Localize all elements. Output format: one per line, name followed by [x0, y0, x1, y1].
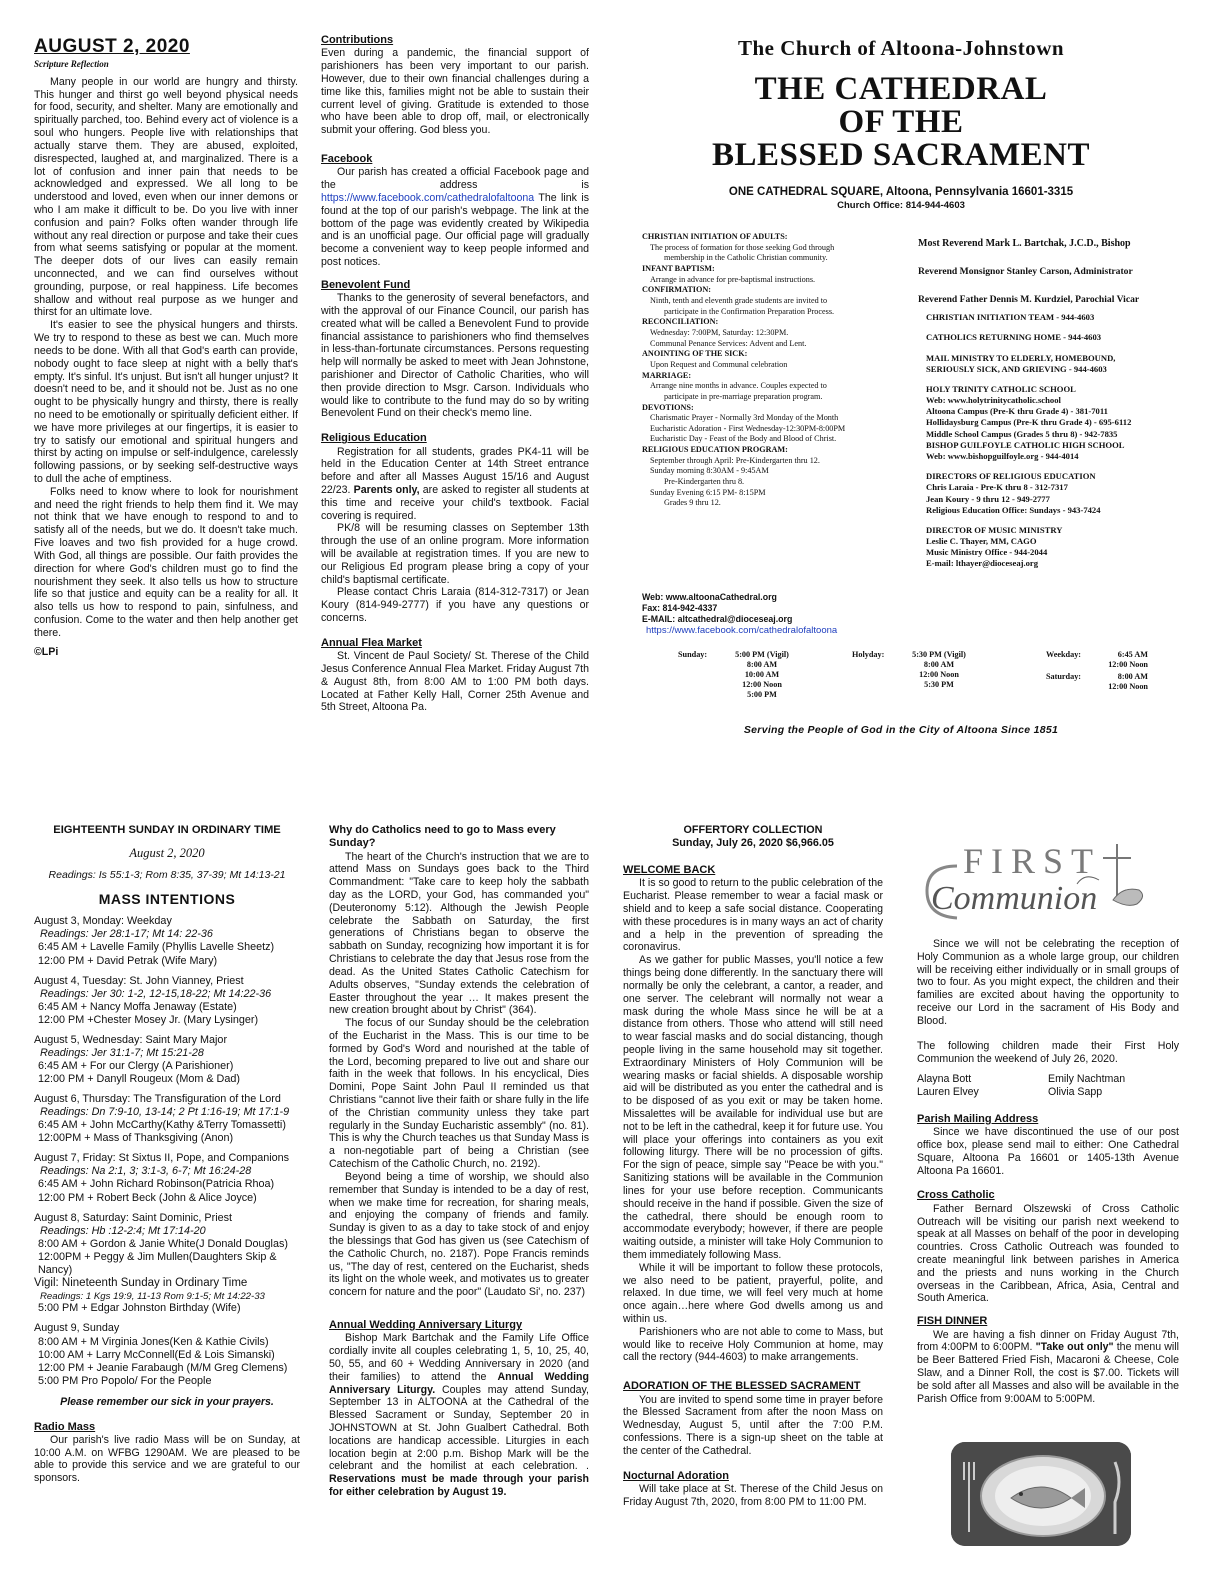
mass-intention-day: [34, 1212, 300, 1316]
day-title: August 6, Thursday: The Transfiguration of the Lord: [34, 1093, 281, 1106]
reflection-paragraph: Folks need to know where to look for nourishment and need the right friends to help them find it. We may not think that we have enough to respond to and to satisfy all of the needs, but we do. It doesn't take much. Five loaves and two fish provided for a huge crowd. With God, all things are possible. Our faith provides the direction for where God's children must go to find the nourishment they seek. It also tells us how to structure life so that justice and equity can be a reality for all. It also tells us how to respond to pain, sinfulness, and confusion. Come to the water and then help another get there.: [34, 485, 298, 639]
saturday-times: [1096, 672, 1148, 692]
communicant-name: Alayna Bott: [917, 1073, 972, 1086]
mass-time: 6:45 AM: [1117, 650, 1148, 659]
mass-time: 5:30 PM (Vigil): [912, 650, 966, 659]
sunday-readings: Readings: Is 55:1-3; Rom 8:35, 37-39; Mt 14:13-21: [48, 868, 286, 881]
why-mass-heading: Why do Catholics need to go to Mass every Sunday?: [329, 824, 556, 850]
bulletin-date: AUGUST 2, 2020: [34, 36, 190, 57]
contributions-heading: Contributions: [321, 34, 394, 46]
church-name: The Church of Altoona-Johnstown: [737, 36, 1065, 60]
religious-education-text: Registration for all students, grades PK4-11 will be held in the Education Center at 14th Street entrance before and after all Masses August 15/16 and August 22/23. Parents only, are asked to register all students at this time and receive your child's textbook. Facial covering is required.: [321, 445, 589, 522]
contact-block: [642, 592, 914, 644]
sacrament-detail: Arrange in advance for pre-baptismal instructions.: [650, 274, 816, 284]
fish-dinner-text: We are having a fish dinner on Friday August 7th, from 4:00PM to 6:00PM. "Take out only" the menu will be Beer Battered Fried Fish, Macaroni & Cheese, Cole Slaw, and a Dinner Roll, the cost is $7.00. Tickets will be sold after all Masses and also will be available in the Parish Office from 9:00AM to 5:00PM.: [917, 1328, 1179, 1405]
welcome-back-column: [623, 824, 883, 1554]
day-readings: Readings: Dn 7:9-10, 13-14; 2 Pt 1:16-19; Mt 17:1-9: [40, 1106, 290, 1119]
mass-intention: 12:00 PM + Robert Beck (John & Alice Joyce): [38, 1191, 257, 1204]
mailing-address-text: Since we have discontinued the use of our post office box, please send mail to either: One Cathedral Square, Altoona Pa 16601 or 1405-13th Avenue Altoona Pa 16601.: [917, 1126, 1179, 1177]
sacrament-heading: CONFIRMATION:: [642, 285, 711, 295]
ministry-contact-line: CATHOLICS RETURNING HOME - 944-4603: [926, 332, 1102, 343]
ministry-contact-line: [926, 516, 1190, 525]
reflection-paragraph: It's easier to see the physical hungers and thirsts. We try to respond to these as best we can. Much more needs to be done. With all that God's earth can provide, nobody ought to face sleep at night with a belly that's empty. It's sinful. It's unjust. But isn't all hunger unjust? It doesn't need to be, and it should not be. Just as no one ought to be physically hungry and thirsty, there is really no need to be emotionally or spiritually deficient either. If we have more privileges at our fingertips, it is easier to try to satisfy our emotional and spiritual hungers and thirst by acting on impulse or self-indulgence, carelessly following passions, or by seeking self-destructive ways to dull the ache of emptiness.: [34, 319, 298, 486]
day-readings: Readings: Jer 31:1-7; Mt 15:21-28: [40, 1046, 204, 1059]
ministry-contact-line: [926, 375, 1190, 384]
sacrament-heading: RECONCILIATION:: [642, 317, 719, 327]
lpi-credit: ©LPi: [34, 645, 59, 658]
mass-intention: 5:00 PM + Edgar Johnston Birthday (Wife): [38, 1302, 241, 1315]
communicant-name: Lauren Elvey: [917, 1086, 979, 1099]
ministry-contact-line: Middle School Campus (Grades 5 thru 8) - 942-7835: [926, 428, 1118, 439]
ministry-contact-line: Music Ministry Office - 944-2044: [926, 547, 1048, 558]
sacrament-detail: Grades 9 thru 12.: [664, 498, 721, 508]
mass-time: 12:00 Noon: [1108, 659, 1148, 669]
mass-intention: 12:00 PM + Danyll Rougeux (Mom & Dad): [38, 1073, 240, 1085]
mass-time: 5:30 PM: [924, 679, 954, 689]
fish-plate-icon: [951, 1442, 1131, 1546]
ministry-contact-line: HOLY TRINITY CATHOLIC SCHOOL: [926, 383, 1076, 394]
mass-intention-day: [34, 915, 300, 967]
ministry-contact-line: Web: www.bishopguilfoyle.org - 944-4014: [926, 451, 1079, 461]
cross-catholic-heading: Cross Catholic: [917, 1189, 995, 1202]
ministry-contact-line: Jean Koury - 9 thru 12 - 949-2777: [926, 493, 1050, 504]
first-communion-column: [917, 836, 1179, 1556]
communion-word: Communion: [931, 880, 1098, 917]
mass-intention: 8:00 AM + Gordon & Janie White(J Donald Douglas): [38, 1237, 288, 1250]
offertory-heading: OFFERTORY COLLECTION: [683, 824, 823, 836]
sacrament-detail: membership in the Catholic Christian community.: [664, 253, 828, 263]
day-readings: Readings: Na 2:1, 3; 3:1-3, 6-7; Mt 16:24-28: [40, 1165, 252, 1178]
welcome-back-text: While it will be important to follow these protocols, we also need to be patient, prayerful, polite, and relaxed. In due time, we will feel very much at home once again…here where God dwells among us and within us.: [623, 1261, 883, 1326]
sunday-times: [722, 650, 802, 700]
flea-market-text: St. Vincent de Paul Society/ St. Therese of the Child Jesus Conference Annual Flea Market. Friday August 7th & August 8th, from 8:00 AM to 1:00 PM both days. Located at Father Kelly Hall, Corner 25th Avenue and 5th Street, Altoona Pa.: [321, 650, 589, 714]
day-title: August 8, Saturday: Saint Dominic, Priest: [34, 1211, 233, 1224]
reflection-subtitle: Scripture Reflection: [34, 58, 109, 69]
mass-intention: 12:00PM + Peggy & Jim Mullen(Daughters Skip & Nancy): [38, 1250, 277, 1276]
sacrament-detail: participate in pre-marriage preparation program.: [664, 391, 823, 401]
sacrament-detail: The process of formation for those seeking God through: [650, 242, 835, 252]
sacrament-heading: INFANT BAPTISM:: [642, 263, 715, 273]
communicant-names: [917, 1073, 1179, 1099]
religious-education-contact: Please contact Chris Laraia (814-312-7317) or Jean Koury (814-949-2777) if you have any questions or concerns.: [321, 586, 589, 625]
mass-intention: 12:00 PM +Chester Mosey Jr. (Mary Lysinger): [38, 1013, 259, 1026]
adoration-heading: ADORATION OF THE BLESSED SACRAMENT: [623, 1380, 861, 1393]
welcome-back-text: As we gather for public Masses, you'll notice a few things being done differently. In the sanctuary there will normally be only the celebrant, a cantor, a reader, and one server. The celebrant will normally not wear a mask during the whole Mass since he will be at a distance from others. Those who attend will still need to wear fascial masks and do social distancing, though people living in the same household may sit together. Extraordinary Ministers of Holy Communion will be wearing masks or facial shields. A disposable worship aid will be distributed as you enter the cathedral and is to be disposed of as you exit or may be taken home. Missalettes will be available for individual use but are not to be left in the cathedral, keep it for future use. You will place your offerings into containers as you exit following liturgy. There will be no procession of gifts. For the sign of peace, simple say "Peace be with you." Sanitizing stations will be available in the Communion lines for your use before reception. Communicants should receive in the hand if possible. Given the size of the cathedral, there should be enough room to accommodate everybody; however, if there are people waiting outside, a minister will take Holy Communion to them immediately following Mass.: [623, 954, 883, 1261]
mass-time: 8:00 AM: [1117, 672, 1148, 681]
mass-intention: 5:00 PM Pro Popolo/ For the People: [38, 1374, 212, 1387]
mass-intention-day: [34, 1322, 300, 1387]
religious-education-heading: Religious Education: [321, 432, 427, 445]
ministry-contact-line: Leslie C. Thayer, MM, CAGO: [926, 536, 1037, 547]
ministry-contact-line: Chris Laraia - Pre-K thru 8 - 312-7317: [926, 482, 1068, 493]
mass-intentions-title: MASS INTENTIONS: [98, 891, 236, 908]
sacrament-detail: participate in the Confirmation Preparation Process.: [664, 306, 835, 316]
cathedral-title-line-1: THE CATHEDRAL: [754, 71, 1048, 108]
liturgical-sunday: EIGHTEENTH SUNDAY IN ORDINARY TIME: [53, 824, 281, 836]
sacrament-heading: RELIGIOUS EDUCATION PROGRAM:: [642, 445, 788, 455]
mass-intentions-list: [34, 915, 300, 1387]
why-mass-text: The heart of the Church's instruction that we are to attend Mass on Sundays goes back to the Third Commandment: "Take care to keep holy the sabbath day as the LORD, your God, has commanded you" (Deuteronomy 5:12). Although the Jewish People celebrate the Sabbath on Saturday, the first generations of Christians began to observe the sabbath on Sunday, recognizing how important it is for Christians to celebrate the day that Jesus rose from the dead. As the United States Catholic Catechism for Adults observes, "Sunday extends the celebration of Easter throughout the year … It makes present the new creation brought about by Christ" (364).: [329, 850, 589, 1017]
ministry-contact-line: [926, 323, 1190, 332]
fish-dinner-image: [951, 1442, 1131, 1546]
nocturnal-adoration-text: Will take place at St. Therese of the Child Jesus on Friday August 7th, 2020, from 8:00 PM to 11:00 PM.: [623, 1482, 883, 1508]
mass-time: 5:00 PM (Vigil): [735, 650, 789, 659]
mailing-address-heading: Parish Mailing Address: [917, 1112, 1039, 1125]
holyday-label: Holyday:: [852, 650, 885, 659]
sunday-mass-column: [329, 824, 589, 1554]
mass-intention: 10:00 AM + Larry McConnell(Ed & Lois Simanski): [38, 1348, 275, 1361]
sunday-label: Sunday:: [678, 650, 708, 659]
mass-intention: 6:45 AM + John Richard Robinson(Patricia Rhoa): [38, 1178, 275, 1191]
contributions-text: Even during a pandemic, the financial support of parishioners has been very important to our parish. However, due to their own financial challenges during a time like this, families might not be able to sustain their current level of giving. Gratitude is extended to those who have been able to drop off, mail, or electronically submit your offering. God bless you.: [321, 47, 589, 137]
church-office-phone: Church Office: 814-944-4603: [837, 200, 965, 212]
facebook-url[interactable]: https://www.facebook.com/cathedralofaltoona: [646, 624, 838, 636]
sacrament-detail: September through April: Pre-Kindergarten thru 12.: [650, 455, 820, 465]
ministry-contact-line: Hollidaysburg Campus (Pre-K thru Grade 4) - 695-6112: [926, 417, 1132, 428]
administrator: Reverend Monsignor Stanley Carson, Administrator: [918, 266, 1133, 278]
communicant-name: Emily Nachtman: [1048, 1073, 1126, 1086]
mass-time: 10:00 AM: [744, 669, 780, 679]
email[interactable]: E-MAIL: altcathedral@dioceseaj.org: [642, 613, 793, 624]
facebook-heading: Facebook: [321, 152, 373, 165]
mass-intention-day: [34, 975, 300, 1027]
benevolent-fund-text: Thanks to the generosity of several benefactors, and with the approval of our Finance Council, our parish has created what will be called a Benevolent Fund to provide financial assistance to parishioners who find themselves in less-than-fortunate circumstances. Persons requesting help will normally be asked to meet with Jean Johnstone, parishioner and Director of Catholic Charities, who will then provide direction to Msgr. Carson. Individuals who would like to contribute to the fund may do so by writing Benevolent Fund on their check's memo line.: [321, 292, 589, 420]
offertory-amount: Sunday, July 26, 2020 $6,966.05: [672, 837, 834, 850]
ministry-contact-line: DIRECTOR OF MUSIC MINISTRY: [926, 524, 1063, 535]
ministry-contact-line: BISHOP GUILFOYLE CATHOLIC HIGH SCHOOL: [926, 439, 1125, 450]
mass-intention: 12:00 PM + Jeanie Farabaugh (M/M Greg Clemens): [38, 1361, 288, 1374]
weekday-times: [1096, 650, 1148, 670]
radio-mass-heading: Radio Mass: [34, 1420, 96, 1433]
liturgy-date: August 2, 2020: [129, 845, 205, 860]
address: ONE CATHEDRAL SQUARE, Altoona, Pennsylvania 16601-3315: [728, 186, 1074, 199]
sacrament-detail: Eucharistic Adoration - First Wednesday-12:30PM-8:00PM: [650, 423, 846, 433]
cathedral-title-line-3: BLESSED SACRAMENT: [711, 137, 1090, 174]
mass-intention: Vigil: Nineteenth Sunday in Ordinary Time: [34, 1276, 248, 1289]
welcome-back-text: It is so good to return to the public celebration of the Eucharist. Please remember to wear a facial mask or shield and to keep a safe social distance. Cooperating with these procedures is in many ways an act of charity and a help in the prevention of spreading the coronavirus.: [623, 877, 883, 954]
sacrament-detail: Wednesday: 7:00PM, Saturday: 12:30PM.: [650, 327, 789, 337]
sacraments-list: [642, 232, 914, 582]
mass-intention: 6:45 AM + Nancy Moffa Jenaway (Estate): [38, 1000, 237, 1013]
day-readings: Readings: Jer 30: 1-2, 12-15,18-22; Mt 14:22-36: [40, 987, 272, 1000]
welcome-back-text: Parishioners who are not able to come to Mass, but would like to receive Holy Communion at home, may call the rectory (944-4603) to make arrangements.: [623, 1325, 883, 1364]
ministry-contact-line: [926, 462, 1190, 471]
sacrament-detail: Eucharistic Day - Feast of the Body and Blood of Christ.: [650, 434, 837, 444]
mass-schedule: [672, 650, 1192, 710]
sacrament-detail: Upon Request and Communal celebration: [650, 359, 788, 369]
scripture-reflection-column: [34, 36, 298, 696]
sacrament-detail: Charismatic Prayer - Normally 3rd Monday of the Month: [650, 413, 839, 423]
nocturnal-adoration-heading: Nocturnal Adoration: [623, 1469, 729, 1482]
first-word: FIRST: [963, 841, 1102, 881]
saturday-label: Saturday:: [1046, 672, 1082, 681]
staff-directory: [918, 238, 1190, 632]
mass-intention: 6:45 AM + Lavelle Family (Phyllis Lavelle Sheetz): [38, 941, 275, 954]
mass-intention: 12:00PM + Mass of Thanksgiving (Anon): [38, 1132, 234, 1145]
mass-intention: Readings: 1 Kgs 19:9, 11-13 Rom 9:1-5; Mt 14:22-33: [40, 1290, 265, 1302]
mass-time: 8:00 AM: [746, 659, 778, 669]
mass-intention-day: [34, 1093, 300, 1145]
sacrament-detail: Arrange nine months in advance. Couples expected to: [650, 381, 827, 391]
sacrament-heading: ANOINTING OF THE SICK:: [642, 349, 748, 359]
adoration-text: You are invited to spend some time in prayer before the Blessed Sacrament from after the noon Mass on Wednesday, August 5, until after the 7:00 P.M. confessions. There is a sign-up sheet on the table at the center of the Cathedral.: [623, 1393, 883, 1457]
website[interactable]: Web: www.altoonaCathedral.org: [642, 592, 777, 602]
first-communion-graphic: [917, 836, 1179, 932]
mass-intention: 8:00 AM + M Virginia Jones(Ken & Kathie Civils): [38, 1335, 269, 1348]
ministry-contact-line: CHRISTIAN INITIATION TEAM - 944-4603: [926, 312, 1095, 323]
mass-intention: 6:45 AM + For our Clergy (A Parishioner): [38, 1059, 234, 1072]
wedding-anniversary-text: Bishop Mark Bartchak and the Family Life Office cordially invite all couples celebrating 1, 5, 10, 25, 40, 50, 55, and 60 + Wedding Anniversary in 2020 (and their families) to attend the Annual Wedding Anniversary Liturgy. Couples may attend Sunday, September 13 in ALTOONA at the Cathedral of the Blessed Sacrament or Sunday, September 20 in JOHNSTOWN at St. John Gualbert Cathedral. Both locations are handicap accessible. Liturgies in each location begin at 2:00 p.m. Bishop Mark will be the celebrant and the homilist at each celebration. . Reservations must be made through your parish for either celebration by August 19.: [329, 1332, 589, 1499]
sacrament-detail: Pre-Kindergarten thru 8.: [664, 477, 745, 487]
religious-education-text: PK/8 will be resuming classes on September 13th through the use of an online program. More information will be available at registration times. If you are new to our Religious Ed program please bring a copy of your child's baptismal certificate.: [321, 522, 589, 586]
communicant-name: Olivia Sapp: [1048, 1086, 1103, 1099]
mass-time: 12:00 Noon: [742, 679, 782, 689]
holyday-times: [894, 650, 984, 690]
sacrament-heading: DEVOTIONS:: [642, 402, 694, 412]
radio-mass-text: Our parish's live radio Mass will be on Sunday, at 10:00 A.M. on WFBG 1290AM. We are pleased to be able to provide this service and we are grateful to our sponsors.: [34, 1433, 300, 1485]
day-title: August 3, Monday: Weekday: [34, 915, 172, 928]
cathedral-title-line-2: OF THE: [838, 104, 964, 141]
why-mass-text: Beyond being a time of worship, we should also remember that Sunday is intended to be a day of rest, when we make time for recreation, for sharing meals, and enjoying the company of friends and family. Sunday is given to as a day to take stock of and enjoy the blessings that God has given us (see Catechism of the Catholic Church, no. 2187). Pope Francis reminds us, "The day of rest, centered on the Eucharist, sheds its light on the whole week, and motivates us to greater concern for nature and the poor" (Laudato Si', no. 237): [329, 1170, 589, 1299]
ministry-contact-line: DIRECTORS OF RELIGIOUS EDUCATION: [926, 471, 1096, 482]
mass-intention: 6:45 AM + John McCarthy(Kathy &Terry Tomassetti): [38, 1119, 286, 1132]
mass-time: 8:00 AM: [923, 659, 955, 669]
reflection-paragraph: Many people in our world are hungry and thirsty. This hunger and thirst go well beyond physical needs for food, security, and shelter. Many are emotionally and spiritually parched, too. Behind every act of violence is a soul who hungers. People live with relationships that actually starve them. They are abused, exploited, disrespected, laughed at, and marginalized. There is a lot of confusion and inner pain that needs to be acknowledged and expressed. We all long to be understood and loved, even when our inner demons or who I am make it difficult to be. Do you live with inner confusion and pain? Folks often wander through life without any real direction or purpose and take their cues from what seems satisfying or popular at the moment. The deeper dots of our lives can easily remain unconnected, and we can find ourselves without grounding, purpose, or real happiness. Life becomes shallow and without real purpose as we hunger and thirst for an ultimate love.: [34, 75, 298, 319]
welcome-back-heading: WELCOME BACK: [623, 864, 716, 877]
flea-market-heading: Annual Flea Market: [321, 636, 422, 649]
facebook-link[interactable]: https://www.facebook.com/cathedralofaltoona: [321, 191, 535, 204]
day-title: August 9, Sunday: [34, 1322, 120, 1335]
mass-time: 12:00 Noon: [919, 669, 959, 679]
day-title: August 4, Tuesday: St. John Vianney, Priest: [34, 974, 244, 987]
ministry-contacts: [918, 312, 1190, 569]
fish-dinner-heading: FISH DINNER: [917, 1315, 988, 1328]
masthead: [612, 36, 1190, 216]
sick-prayer-note: Please remember our sick in your prayers.: [60, 1395, 274, 1408]
day-title: August 5, Wednesday: Saint Mary Major: [34, 1033, 228, 1046]
first-communion-text: Since we will not be celebrating the reception of Holy Communion as a whole large group, our children will be receiving either individually or in small groups of two to four. As you might expect, the children and their families are excited about having the opportunity to receive our Lord in the sacrament of His Body and Blood.: [917, 938, 1179, 1027]
announcements-column: [321, 34, 589, 754]
ministry-contact-line: [926, 344, 1190, 353]
fax: Fax: 814-942-4337: [642, 602, 718, 613]
mass-time: 12:00 Noon: [1108, 681, 1148, 691]
weekday-label: Weekday:: [1046, 650, 1082, 659]
ministry-contact-line: MAIL MINISTRY TO ELDERLY, HOMEBOUND,: [926, 352, 1116, 363]
parochial-vicar: Reverend Father Dennis M. Kurdziel, Parochial Vicar: [918, 293, 1140, 305]
mass-intention-day: [34, 1034, 300, 1086]
ministry-contact-line: Altoona Campus (Pre-K thru Grade 4) - 381-7011: [926, 406, 1108, 417]
mass-intentions-column: [34, 824, 300, 1554]
day-title: August 7, Friday: St Sixtus II, Pope, and Companions: [34, 1152, 290, 1165]
mass-intention: 12:00 PM + David Petrak (Wife Mary): [38, 954, 218, 967]
sacrament-detail: Sunday Evening 6:15 PM- 8:15PM: [650, 487, 766, 497]
ministry-contact-line: E-mail: lthayer@dioceseaj.org: [926, 558, 1039, 569]
ministry-contact-line: Web: www.holytrinitycatholic.school: [926, 395, 1061, 406]
why-mass-text: The focus of our Sunday should be the celebration of the Eucharist in the Mass. This is our time to be formed by God's Word and nourished at the table of the Lord, becoming prepared to live out and share our faith in the week that follows. In his encyclical, Dies Domini, Pope Saint John Paul II reminded us that Christians "cannot live their faith or share fully in the life of the Christian community unless they take part regularly in the Sunday Eucharistic assembly" (no. 81). This is why the Church teaches us that Sunday Mass is a non-negotiable part of being a Christian (see Catechism of the Catholic Church, no. 2192).: [329, 1017, 589, 1171]
cross-catholic-text: Father Bernard Olszewski of Cross Catholic Outreach will be visiting our parish next weekend to speak at all Masses on behalf of the poor in developing countries. Cross Catholic Outreach was founded to create meaningful link between parishes in America and the priests and nuns working in the Church overseas in the Caribbean, Africa, Asia, Central and South America.: [917, 1202, 1179, 1305]
mass-time: 5:00 PM: [747, 689, 777, 699]
day-readings: Readings: Jer 28:1-17; Mt 14: 22-36: [40, 928, 213, 941]
mass-intention-day: [34, 1152, 300, 1204]
sacrament-detail: Communal Penance Services: Advent and Lent.: [650, 338, 807, 348]
day-readings: Readings: Hb :12-2:4; Mt 17:14-20: [40, 1224, 206, 1237]
ministry-contact-line: SERIOUSLY SICK, AND GRIEVING - 944-4603: [926, 363, 1107, 374]
bishop: Most Reverend Mark L. Bartchak, J.C.D., Bishop: [918, 238, 1131, 249]
first-communion-note: The following children made their First Holy Communion the weekend of July 26, 2020.: [917, 1039, 1179, 1065]
facebook-text: Our parish has created a official Facebook page and the address is https://www.facebook.com/cathedralofaltoona The link is found at the top of our parish's webpage. The link at the bottom of the page was evidently created by Wikipedia and is an unofficial page. Our official page will gradually become a convenient way to keep people informed and post notices.: [321, 166, 589, 268]
sacrament-detail: Ninth, tenth and eleventh grade students are invited to: [650, 295, 828, 305]
wedding-anniversary-heading: Annual Wedding Anniversary Liturgy: [329, 1319, 523, 1332]
sacrament-heading: CHRISTIAN INITIATION OF ADULTS:: [642, 232, 788, 241]
serving-tagline: Serving the People of God in the City of Altoona Since 1851: [743, 724, 1059, 736]
benevolent-fund-heading: Benevolent Fund: [321, 278, 411, 291]
ministry-contact-line: Religious Education Office: Sundays - 943-7424: [926, 504, 1101, 515]
sacrament-detail: Sunday morning 8:30AM - 9:45AM: [650, 466, 769, 476]
sacrament-heading: MARRIAGE:: [642, 370, 692, 380]
